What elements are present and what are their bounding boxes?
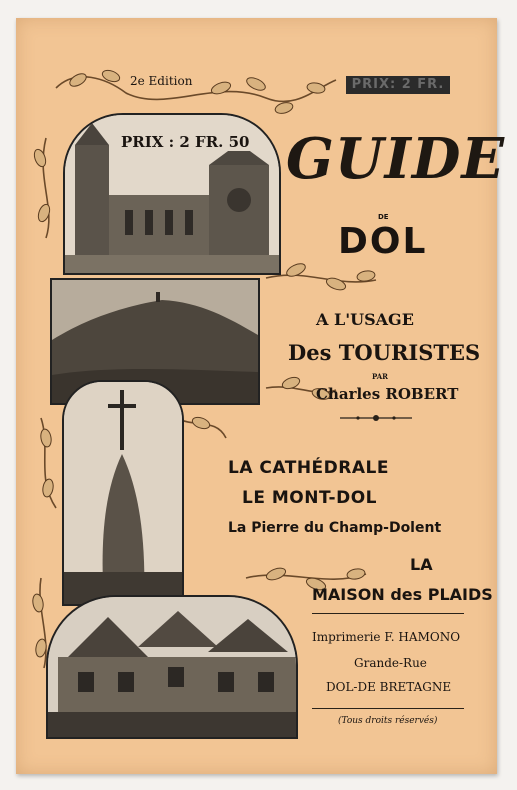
par-label: PAR bbox=[372, 372, 389, 381]
menhir-photo bbox=[62, 380, 184, 606]
price-label: PRIX : 2 FR. 50 bbox=[118, 133, 252, 151]
edition-label: 2e Edition bbox=[130, 74, 193, 88]
street-label: Grande-Rue bbox=[354, 656, 427, 670]
city-label: DOL-DE BRETAGNE bbox=[326, 680, 452, 694]
maison-image bbox=[48, 597, 296, 737]
menhir-image bbox=[64, 382, 182, 604]
content-cathedrale: LA CATHÉDRALE bbox=[228, 458, 389, 478]
printer-label: Imprimerie F. HAMONO bbox=[312, 630, 461, 644]
separator-line bbox=[312, 613, 464, 614]
subtitle-line1: A L'USAGE bbox=[316, 310, 414, 329]
divider-ornament bbox=[338, 412, 414, 424]
subtitle-line2: Des TOURISTES bbox=[288, 340, 481, 365]
content-maison: MAISON des PLAIDS bbox=[312, 585, 493, 604]
rights-label: (Tous droits réservés) bbox=[338, 716, 438, 726]
title-de: DE bbox=[378, 213, 389, 221]
title-guide: GUIDE bbox=[286, 126, 506, 192]
maison-des-plaids-photo bbox=[46, 595, 298, 739]
book-cover bbox=[16, 18, 506, 774]
content-pierre: La Pierre du Champ-Dolent bbox=[228, 520, 442, 536]
price-sticker: PRIX: 2 FR. bbox=[346, 76, 450, 94]
content-la: LA bbox=[410, 555, 433, 574]
title-dol: DOL bbox=[338, 221, 428, 262]
content-mont-dol: LE MONT-DOL bbox=[242, 488, 378, 508]
author-name: Charles ROBERT bbox=[316, 385, 459, 403]
separator-line-bottom bbox=[312, 708, 464, 709]
